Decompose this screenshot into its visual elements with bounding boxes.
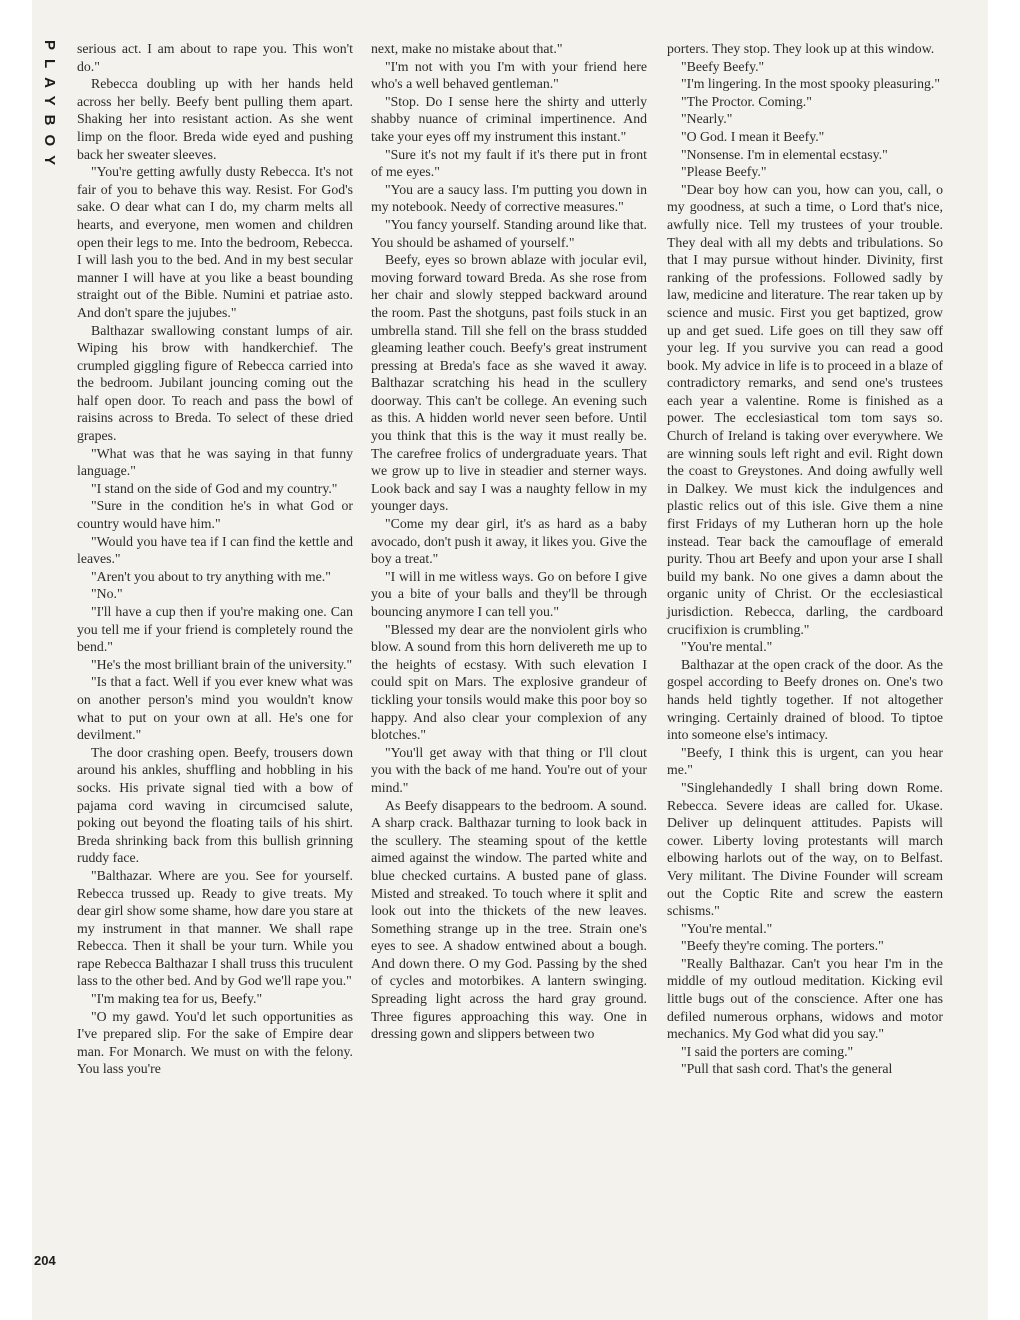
paragraph: "O God. I mean it Beefy." — [681, 128, 825, 144]
paragraph: "Come my dear girl, it's as hard as a baby avocado, don't push it away, it likes you. Give the boy a treat." — [371, 516, 647, 567]
page-margin-right — [988, 0, 1020, 1320]
text-column-2 — [371, 40, 647, 1043]
paragraph: "I said the porters are coming." — [681, 1043, 854, 1059]
paragraph: "I'll have a cup then if you're making one. Can you tell me if your friend is completely round the bend." — [77, 604, 353, 655]
paragraph: "Balthazar. Where are you. See for yourself. Rebecca trussed up. Ready to give treats. My dear girl show some shame, how dare you stare at my instrument in that manner. We shall rape Rebecca. Then it shall be your turn. While you rape Rebecca Balthazar I shall truss this truculent lass to the other bed. And by God we'll rape you." — [77, 867, 353, 989]
paragraph: porters. They stop. They look up at this window. — [667, 41, 935, 56]
paragraph: "He's the most brilliant brain of the university." — [91, 656, 353, 672]
paragraph: "Beefy they're coming. The porters." — [681, 938, 884, 954]
paragraph: "Sure in the condition he's in what God or country would have him." — [77, 498, 353, 532]
paragraph: "You're mental." — [681, 920, 773, 936]
paragraph: "Please Beefy." — [681, 164, 767, 180]
paragraph: "You're mental." — [681, 639, 773, 655]
paragraph: "Sure it's not my fault if it's there put in front of me eyes." — [371, 146, 647, 180]
paragraph: "Really Balthazar. Can't you hear I'm in the middle of my outloud meditation. Kicking evil little bugs out of the conscience. After one has defiled numerous orphans, widows and motor mechanics. My God what did you say." — [667, 955, 943, 1042]
masthead — [36, 40, 62, 210]
paragraph: Balthazar at the open crack of the door. As the gospel according to Beefy drones on. One's two hands held tightly together. If not altogether wringing. Certainly drained of blood. To tiptoe into someone else's intimacy. — [667, 656, 943, 743]
masthead-text: PLAYBOY — [41, 40, 58, 175]
paragraph: "You are a saucy lass. I'm putting you down in my notebook. Needy of corrective measures." — [371, 181, 647, 215]
paragraph: "Nearly." — [681, 111, 733, 127]
page-number: 204 — [34, 1253, 56, 1268]
paragraph: serious act. I am about to rape you. This won't do." — [77, 41, 353, 74]
paragraph: "Dear boy how can you, how can you, call, o my goodness, at such a time, o Lord that's nice, awfully nice. Tell my trustees of your trouble. They deal with all my debts and tribulations. So that I may pursue without hinder. Divinity, first ranking of the professions. Followed sadly by law, medicine and literature. The rear taken up by science and music. First you get baptized, grow up and get sued. Life goes on till they saw off your leg. If you survive you can read a good book. My advice in life is to proceed in a blaze of contradictory remarks, and send one's trustees each year a valentine. Rome is finished as a power. The ecclesiastical tom tom says so. Church of Ireland is taking over everywhere. We are winning souls left right and evil. Right down the coast to Greystones. And doing awfully well in Dalkey. We must kick the indulgences and plastic relics out of this isle. Give them a nine first Fridays of my Lutheran horn up the hole instead. Tear back the camouflage of emerald purity. Thou art Beefy and upon your arse I shall build my bank. No one gives a damn about the organic unity of Christ. Or the ecclesiastical jurisdiction. Rebecca, darling, the cardboard crucifixion is crumbling." — [667, 181, 943, 637]
paragraph: "The Proctor. Coming." — [681, 93, 812, 109]
paragraph: "Is that a fact. Well if you ever knew what was on another person's mind you wouldn't know what to put on your own at all. He's one for devilment." — [77, 674, 353, 743]
paragraph: "You'll get away with that thing or I'll clout you with the back of me hand. You're out of your mind." — [371, 744, 647, 795]
paragraph: "Singlehandedly I shall bring down Rome. Rebecca. Severe ideas are called for. Ukase. Deliver up delinquent attitudes. Papists will cower. Liberty loving protestants will march elbowing harlots out of the way, on to Belfast. Very militant. The Divine Founder will scream out the Coptic Rite and screw the eastern schisms." — [667, 779, 943, 919]
paragraph: "Beefy, I think this is urgent, can you hear me." — [667, 744, 943, 778]
paragraph: "Blessed my dear are the nonviolent girls who blow. A sound from this horn delivereth me up to the heights of ecstasy. With such elevation I could spit on Mars. The explosive grandeur of tickling your tonsils would make this poor boy so happy. And also clear your complexion of any blotches." — [371, 621, 647, 743]
paragraph: As Beefy disappears to the bedroom. A sound. A sharp crack. Balthazar turning to look back in the scullery. The steaming spout of the kettle aimed against the window. The parted white and blue checked curtains. A busted pane of glass. Misted and streaked. To touch where it split and look out into the thickets of the new leaves. Something strange up in the tree. Strain one's eyes to see. A shadow entwined about a bough. And down there. O my God. Passing by the shed of cycles and motorbikes. A lantern swinging. Spreading light across the hard gray ground. Three figures approaching this way. One in dressing gown and slippers between two — [371, 797, 647, 1042]
paragraph: "Beefy Beefy." — [681, 58, 765, 74]
paragraph: "I will in me witless ways. Go on before I give you a bite of your balls and they'll be through bouncing anymore I can tell you." — [371, 568, 647, 619]
paragraph: "I'm not with you I'm with your friend here who's a well behaved gentleman." — [371, 58, 647, 92]
text-column-3 — [667, 40, 943, 1078]
paragraph: "No." — [91, 586, 123, 602]
paragraph: "O my gawd. You'd let such opportunities as I've prepared slip. For the sake of Empire dear man. For Monarch. We must on with the felony. You lass you're — [77, 1008, 353, 1077]
paragraph: "Would you have tea if I can find the kettle and leaves." — [77, 533, 353, 567]
paragraph: Balthazar swallowing constant lumps of air. Wiping his brow with handkerchief. The crumpled giggling figure of Rebecca carried into the bedroom. Jubilant jouncing coming out the half open door. To reach and pass the bowl of raisins across to Breda. To select of these dried grapes. — [77, 322, 353, 444]
paragraph: "Pull that sash cord. That's the general — [681, 1061, 893, 1077]
paragraph: "Aren't you about to try anything with me." — [91, 568, 331, 584]
paragraph: The door crashing open. Beefy, trousers down around his ankles, shuffling and hobbling in his socks. His private signal tied with a bow of pajama cord waving in circumcised salute, poking out beyond the floating tails of his shirt. Breda shrinking back from this bullish grinning ruddy face. — [77, 744, 353, 866]
paragraph: "Stop. Do I sense here the shirty and utterly shabby nuance of criminal impertinence. And take your eyes off my instrument this instant." — [371, 93, 647, 144]
paragraph: Rebecca doubling up with her hands held across her belly. Beefy bent pulling them apart. Shaking her into resistant action. As she went limp on the floor. Breda wide eyed and pushing back her sweater sleeves. — [77, 76, 353, 162]
paragraph: "I'm lingering. In the most spooky pleasuring." — [681, 76, 940, 92]
paragraph: "I'm making tea for us, Beefy." — [91, 991, 263, 1007]
paragraph: "I stand on the side of God and my country." — [91, 480, 338, 496]
paragraph: next, make no mistake about that." — [371, 41, 563, 56]
page-margin-left — [0, 0, 32, 1320]
paragraph: Beefy, eyes so brown ablaze with jocular evil, moving forward toward Breda. As she rose from her chair and slowly stepped backward around the room. Past the shotguns, past foils stuck in an umbrella stand. Till she fell on the brass studded gleaming leather couch. Beefy's great instrument pressing at Breda's face as she waved it away. Balthazar scratching his head in the scullery doorway. This can't be college. An evening such as this. A hidden world never seen before. Until you think that this is the way it must really be. The carefree frolics of undergraduate years. That we grow up to live in steadier and sterner ways. Look back and say I was a naughty fellow in my younger days. — [371, 252, 647, 514]
paragraph: "What was that he was saying in that funny language." — [77, 445, 353, 479]
paragraph: "You fancy yourself. Standing around like that. You should be ashamed of yourself." — [371, 216, 647, 250]
text-column-1 — [77, 40, 353, 1078]
paragraph: "Nonsense. I'm in elemental ecstasy." — [681, 146, 888, 162]
paragraph: "You're getting awfully dusty Rebecca. It's not fair of you to behave this way. Resist. For God's sake. O dear what can I do, my charm melts all hearts, and everyone, men women and children open their legs to me. Into the bedroom, Rebecca. I will lash you to the bed. And in my best secular manner I will have at you like a beast bounding straight out of the Bible. Numini et patriae asto. And don't spare the jujubes." — [77, 164, 353, 320]
